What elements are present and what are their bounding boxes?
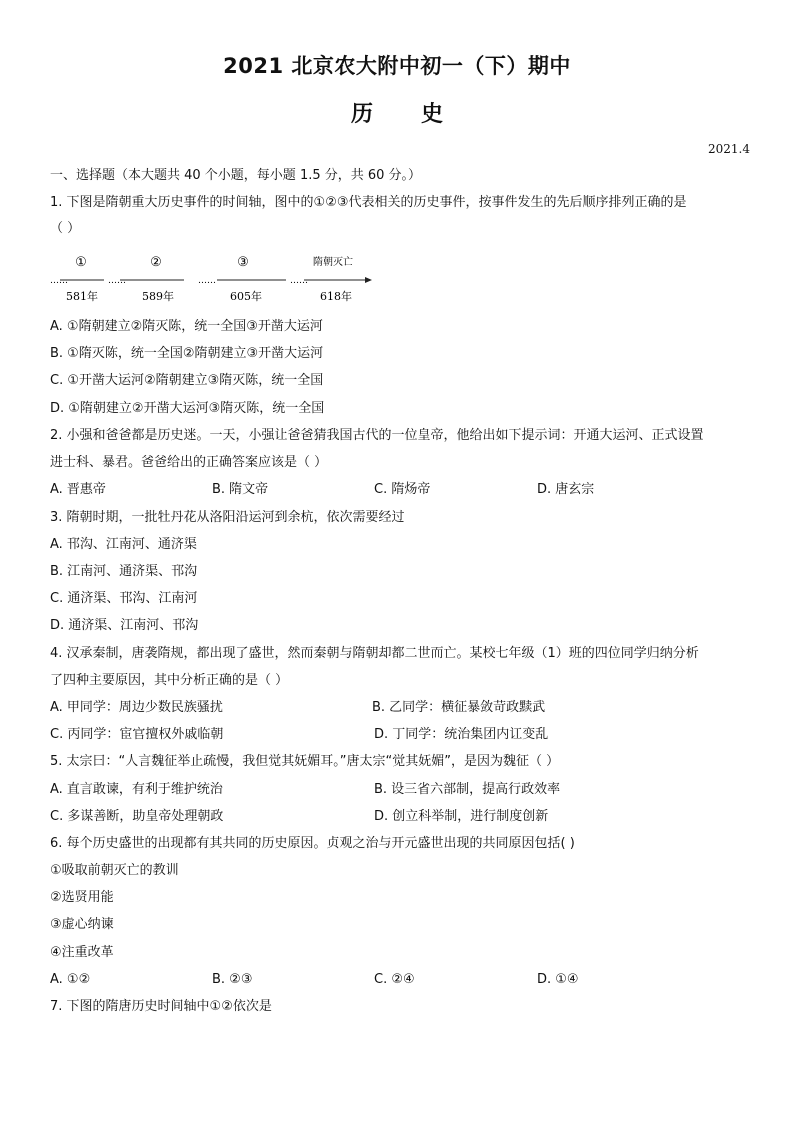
q6-stem: 6. 每个历史盛世的出现都有其共同的历史原因。贞观之治与开元盛世出现的共同原因包括( ): [50, 836, 575, 851]
timeline-marker-4: 隋朝灭亡: [313, 257, 353, 268]
q3-option-a: A. 邗沟、江南河、通济渠: [50, 537, 197, 552]
q3-option-c: C. 通济渠、邗沟、江南河: [50, 591, 198, 606]
exam-date: 2021.4: [708, 142, 750, 156]
q5-stem: 5. 太宗曰：“人言魏征举止疏慢，我但觉其妩媚耳。”唐太宗“觉其妩媚”，是因为魏征（ ）: [50, 754, 560, 769]
q6-option-c: C. ②④: [374, 972, 415, 987]
q5-option-d: D. 创立科举制，进行制度创新: [374, 809, 549, 824]
timeline-dots-1: ……: [50, 276, 68, 286]
timeline-marker-1: ①: [75, 255, 87, 270]
q5-option-b: B. 设三省六部制，提高行政效率: [374, 782, 561, 797]
q6-item-1: ①吸取前朝灭亡的教训: [50, 863, 179, 878]
page-title: 2021 北京农大附中初一（下）期中: [223, 54, 571, 78]
q1-option-a: A. ①隋朝建立②隋灭陈，统一全国③开凿大运河: [50, 319, 323, 334]
subject-heading: [0, 97, 794, 128]
q1-option-d: D. ①隋朝建立②开凿大运河③隋灭陈，统一全国: [50, 401, 325, 416]
q3-stem: 3. 隋朝时期，一批牡丹花从洛阳沿运河到余杭，依次需要经过: [50, 510, 405, 525]
timeline-dots-4: ……: [290, 276, 308, 286]
timeline-marker-3: ③: [237, 255, 249, 270]
q6-item-2: ②选贤用能: [50, 890, 114, 905]
q4-option-a: A. 甲同学：周边少数民族骚扰: [50, 700, 223, 715]
q4-option-d: D. 丁同学：统治集团内讧变乱: [374, 727, 549, 742]
q2-stem-line-2: 进士科、暴君。爸爸给出的正确答案应该是（ ）: [50, 455, 328, 470]
timeline-year-2: 589年: [142, 290, 174, 303]
q4-stem-line-2: 了四种主要原因，其中分析正确的是（ ）: [50, 673, 289, 688]
q5-option-c: C. 多谋善断，助皇帝处理朝政: [50, 809, 224, 824]
subject-char-2: 史: [421, 102, 444, 127]
timeline-arrow-head: [365, 277, 372, 283]
timeline-marker-2: ②: [150, 255, 162, 270]
timeline-dots-3: ……: [198, 276, 216, 286]
q6-option-d: D. ①④: [537, 972, 579, 987]
q1-option-b: B. ①隋灭陈，统一全国②隋朝建立③开凿大运河: [50, 346, 324, 361]
q2-option-b: B. 隋文帝: [212, 482, 269, 497]
q6-option-b: B. ②③: [212, 972, 253, 987]
q5-option-a: A. 直言敢谏，有利于维护统治: [50, 782, 223, 797]
timeline-year-4: 618年: [320, 290, 352, 303]
timeline-year-3: 605年: [230, 290, 262, 303]
q6-item-4: ④注重改革: [50, 945, 114, 960]
q7-stem: 7. 下图的隋唐历史时间轴中①②依次是: [50, 999, 272, 1014]
timeline-year-1: 581年: [66, 290, 98, 303]
q6-item-3: ③虚心纳谏: [50, 917, 114, 932]
q1-stem-line-1: 1. 下图是隋朝重大历史事件的时间轴，图中的①②③代表相关的历史事件，按事件发生的先后顺序排列正确的是: [50, 195, 687, 210]
q2-option-c: C. 隋炀帝: [374, 482, 431, 497]
q2-stem-line-1: 2. 小强和爸爸都是历史迷。一天，小强让爸爸猜我国古代的一位皇帝，他给出如下提示词：开通大运河、正式设置: [50, 428, 704, 443]
q2-option-d: D. 唐玄宗: [537, 482, 595, 497]
q2-option-a: A. 晋惠帝: [50, 482, 106, 497]
q3-option-b: B. 江南河、通济渠、邗沟: [50, 564, 198, 579]
q1-timeline-figure: [50, 248, 390, 310]
q1-option-c: C. ①开凿大运河②隋朝建立③隋灭陈，统一全国: [50, 373, 324, 388]
q4-option-b: B. 乙同学：横征暴敛苛政黩武: [372, 700, 546, 715]
q1-stem-line-2: （ ）: [50, 221, 81, 236]
subject-char-1: 历: [350, 102, 373, 127]
q3-option-d: D. 通济渠、江南河、邗沟: [50, 618, 199, 633]
timeline-dots-2: ……: [108, 276, 126, 286]
q4-stem-line-1: 4. 汉承秦制，唐袭隋规，都出现了盛世，然而秦朝与隋朝却都二世而亡。某校七年级（1）班的四位同学归纳分析: [50, 646, 699, 661]
section-heading: 一、选择题（本大题共 40 个小题，每小题 1.5 分，共 60 分。）: [50, 168, 422, 183]
q6-option-a: A. ①②: [50, 972, 91, 987]
q4-option-c: C. 丙同学：宦官擅权外戚临朝: [50, 727, 224, 742]
